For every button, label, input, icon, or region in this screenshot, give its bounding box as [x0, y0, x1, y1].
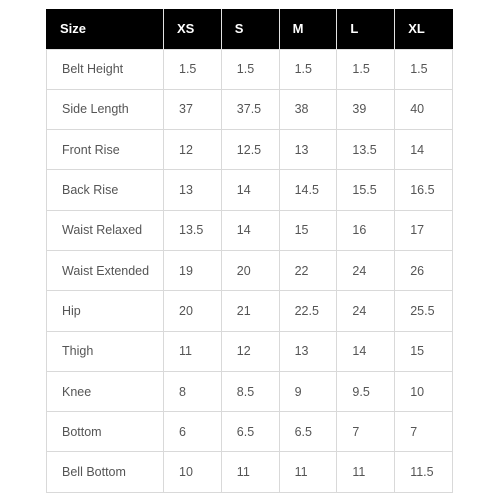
value-cell-m: 11 — [279, 452, 337, 492]
table-row — [47, 331, 453, 371]
value-cell-m: 15 — [279, 210, 337, 250]
value-cell-s: 37.5 — [221, 89, 279, 129]
value-cell-xs: 10 — [164, 452, 222, 492]
header-cell-xs: XS — [164, 9, 222, 49]
value-cell-xs: 12 — [164, 130, 222, 170]
value-cell-m: 13 — [279, 130, 337, 170]
row-label: Back Rise — [47, 170, 164, 210]
value-cell-s: 11 — [221, 452, 279, 492]
value-cell-xs: 37 — [164, 89, 222, 129]
value-cell-s: 1.5 — [221, 49, 279, 89]
row-label: Bottom — [47, 412, 164, 452]
value-cell-xl: 14 — [395, 130, 453, 170]
size-chart-body — [47, 49, 453, 492]
row-label: Hip — [47, 291, 164, 331]
row-label: Side Length — [47, 89, 164, 129]
value-cell-m: 14.5 — [279, 170, 337, 210]
table-row — [47, 210, 453, 250]
table-row — [47, 412, 453, 452]
header-cell-l: L — [337, 9, 395, 49]
value-cell-xl: 1.5 — [395, 49, 453, 89]
value-cell-s: 12.5 — [221, 130, 279, 170]
table-row — [47, 452, 453, 492]
table-row — [47, 130, 453, 170]
row-label: Bell Bottom — [47, 452, 164, 492]
value-cell-xs: 13 — [164, 170, 222, 210]
value-cell-l: 16 — [337, 210, 395, 250]
value-cell-l: 11 — [337, 452, 395, 492]
value-cell-s: 20 — [221, 250, 279, 290]
value-cell-xs: 13.5 — [164, 210, 222, 250]
value-cell-m: 22.5 — [279, 291, 337, 331]
row-label: Belt Height — [47, 49, 164, 89]
value-cell-xl: 26 — [395, 250, 453, 290]
value-cell-xs: 20 — [164, 291, 222, 331]
row-label: Waist Relaxed — [47, 210, 164, 250]
value-cell-l: 39 — [337, 89, 395, 129]
row-label: Front Rise — [47, 130, 164, 170]
value-cell-l: 15.5 — [337, 170, 395, 210]
value-cell-xl: 11.5 — [395, 452, 453, 492]
value-cell-l: 24 — [337, 291, 395, 331]
size-chart-table — [46, 9, 453, 493]
value-cell-xl: 7 — [395, 412, 453, 452]
value-cell-m: 9 — [279, 371, 337, 411]
table-row — [47, 291, 453, 331]
value-cell-xl: 15 — [395, 331, 453, 371]
value-cell-m: 13 — [279, 331, 337, 371]
value-cell-s: 8.5 — [221, 371, 279, 411]
value-cell-xs: 1.5 — [164, 49, 222, 89]
value-cell-xs: 11 — [164, 331, 222, 371]
value-cell-l: 13.5 — [337, 130, 395, 170]
value-cell-s: 12 — [221, 331, 279, 371]
header-cell-size: Size — [47, 9, 164, 49]
value-cell-m: 38 — [279, 89, 337, 129]
value-cell-s: 6.5 — [221, 412, 279, 452]
header-cell-xl: XL — [395, 9, 453, 49]
value-cell-xs: 6 — [164, 412, 222, 452]
value-cell-l: 14 — [337, 331, 395, 371]
header-row — [47, 9, 453, 49]
value-cell-l: 1.5 — [337, 49, 395, 89]
value-cell-xl: 40 — [395, 89, 453, 129]
value-cell-xs: 8 — [164, 371, 222, 411]
table-row — [47, 170, 453, 210]
table-row — [47, 89, 453, 129]
value-cell-l: 9.5 — [337, 371, 395, 411]
value-cell-s: 14 — [221, 210, 279, 250]
value-cell-l: 24 — [337, 250, 395, 290]
value-cell-l: 7 — [337, 412, 395, 452]
value-cell-xl: 25.5 — [395, 291, 453, 331]
value-cell-xl: 16.5 — [395, 170, 453, 210]
header-cell-m: M — [279, 9, 337, 49]
value-cell-xl: 17 — [395, 210, 453, 250]
row-label: Thigh — [47, 331, 164, 371]
value-cell-xl: 10 — [395, 371, 453, 411]
value-cell-xs: 19 — [164, 250, 222, 290]
value-cell-s: 14 — [221, 170, 279, 210]
size-chart-header — [47, 9, 453, 49]
table-row — [47, 371, 453, 411]
value-cell-m: 6.5 — [279, 412, 337, 452]
table-row — [47, 250, 453, 290]
value-cell-m: 1.5 — [279, 49, 337, 89]
row-label: Waist Extended — [47, 250, 164, 290]
value-cell-m: 22 — [279, 250, 337, 290]
table-row — [47, 49, 453, 89]
row-label: Knee — [47, 371, 164, 411]
value-cell-s: 21 — [221, 291, 279, 331]
header-cell-s: S — [221, 9, 279, 49]
